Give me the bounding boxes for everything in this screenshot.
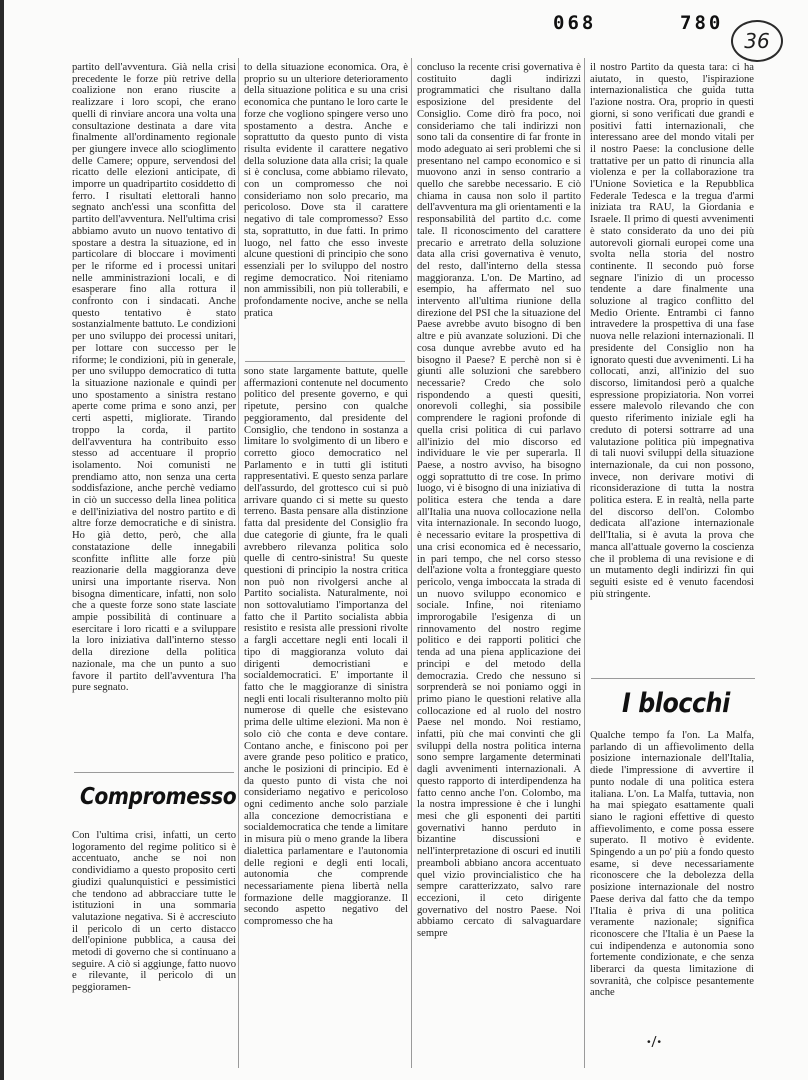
column-2-bottom [244,366,408,1066]
article-text: concluso la recente crisi governativa è costituito dagli indirizzi programmatici che risultano dalla esposizione del presidente del Consiglio. Come dirò fra poco, noi consideriamo che tali indirizzi non sono tali da consentire di far fronte in modo adeguato ai seri problemi che si presentano nel campo economico e si muovono anzi in senso contrario a quello che sarebbe necessario. E ciò chiama in causa non solo il partito dell'avventura ma gli orientamenti e la responsabilità del partito d.c. come tale. Il riconoscimento del carattere precario e arretrato della soluzione data alla crisi governativa è venuto, del resto, dall'interno della stessa maggioranza. L'on. De Martino, ad esempio, ha affermato nel suo intervento all'ultima riunione della direzione del PSI che la situazione del Paese avrebbe avuto bisogno di ben altre e più avanzate soluzioni. Di che cosa dunque avrebbe avuto ed ha bisogno il Paese? E perchè non si è giunti alle soluzioni che sarebbero necessarie? Credo che solo rispondendo a questi quesiti, onorevoli colleghi, sia possibile comprendere le ragioni profonde di quella crisi politica di cui parlavo all'inizio del mio discorso ed individuare le vie per superarla. Il Paese, a nostro avviso, ha bisogno oggi soprattutto di tre cose. In primo luogo, vi è bisogno di una iniziativa di politica estera che tenda a dare all'Italia una nuova collocazione nella vita internazionale. In secondo luogo, è necessario evitare la prospettiva di una crisi economica ed è necessario, in pari tempo, che nel corso stesso dell'azione volta a fronteggiare questo pericolo, venga imboccata la strada di un nuovo sviluppo economico e sociale. Infine, noi riteniamo improrogabile l'esigenza di un rinnovamento del nostro regime politico e dei rapporti politici che tenda ad una piena applicazione dei principi e del metodo della democrazia. Credo che nessuno si sorprenderà se noi poniamo oggi in primo piano le questioni relative alla collocazione ed al ruolo del nostro Paese nel mondo. Noi restiamo, infatti, più che mai convinti che gli sviluppi della nostra politica interna sono sempre largamente determinati dagli avvenimenti internazionali. A questo rapporto di interdipendenza ha fatto cenno anche l'on. Colombo, ma la nostra impressione è che i lunghi mesi che gli esponenti dei partiti governativi hanno perduto in bizantine discussioni e nell'interpretazione di oscuri ed inutili preamboli abbiano ancora accentuato quel vizio provincialistico che ha sempre caratterizzato, salvo rare eccezioni, il ceto dirigente governativo del nostro Paese. Noi abbiamo cercato di salvaguardare sempre [417,62,581,940]
column-2-top [244,62,408,354]
column-divider [584,58,585,1068]
column-3 [417,62,581,1066]
column-divider [238,58,239,1068]
article-text: sono state largamente battute, quelle affermazioni contenute nel documento politico del presente governo, e qui ripetute, persino con qualche peggioramento, dal presidente del Consiglio, che tendono in sostanza a limitare lo svolgimento di un libero e corretto gioco democratico nel Parlamento e in tutti gli istituti rappresentativi. E questo senza parlare dell'assurdo, del grottesco cui si può arrivare quando ci si mette su questo terreno. Basta pensare alla distinzione fatta dal presidente del Consiglio fra due categorie di giunte, fra le quali avrebbero rilevanza politica solo quelle di centro-sinistra! Su queste questioni di principio la nostra critica non può non rivolgersi anche al Partito socialista. Naturalmente, noi non sottovalutiamo l'importanza del fatto che il Partito socialista abbia resistito e resista alle pressioni rivolte a fargli accettare negli enti locali il tipo di maggioranza voluto dai dirigenti democristiani e socialdemocratici. E' importante il fatto che le maggioranze di sinistra negli enti locali risulteranno molto più numerose di quelle che esistevano prima delle ultime elezioni. Ma non è solo ciò che conta e deve contare. Contano anche, e finiscono poi per avere grande peso politico e pratico, anche le posizioni di principio. Ed è da questo punto di vista che noi consideriamo negativo e pericoloso ogni cedimento anche solo parziale alla concezione democristiana e socialdemocratica che tende a limitare in misura più o meno grande la libera dialettica parlamentare e l'autonomia delle regioni e degli enti locali, autonomia che comprende necessariamente piena libertà nella formazione delle maggioranze. Il secondo aspetto negativo del compromesso che ha [244,366,408,928]
archive-number-left: 068 [553,12,597,34]
handwritten-page-number: 36 [731,20,783,62]
section-divider [245,361,405,362]
continuation-mark: ·/· [646,1032,663,1051]
section-divider [591,678,755,679]
article-text: to della situazione economica. Ora, è proprio su un ulteriore deterioramento della situazione politica e su una crisi economica che puntano le loro carte le forze che vogliono spingere verso uno spostamento a destra. Anche e soprattutto da questo punto di vista risulta evidente il carattere negativo della soluzione data alla crisi; la quale si è conclusa, come abbiamo rilevato, con un compromesso che noi consideriamo non solo precario, ma pericoloso. Dove sta il carattere negativo di tale compromesso? Esso sta, soprattutto, in due fatti. In primo luogo, nel fatto che esso investe alcune questioni di principio che sono essenziali per lo sviluppo del nostro regime democratico. Noi riteniamo non ammissibili, non più tollerabili, e profondamente nocive, anche se nella pratica [244,62,408,319]
scan-edge [0,0,4,1080]
column-1-bottom [72,830,236,1066]
section-divider [74,772,234,773]
column-4-top [590,62,754,674]
article-text: partito dell'avventura. Già nella crisi precedente le forze più retrive della coalizione non erano riuscite a realizzare i loro scopi, che erano quelli di rinviare ancora una volta una consultazione destinata a dare vita finalmente all'ordinamento regionale per giungere invece allo scioglimento delle Camere; oppure, servendosi del ricatto delle elezioni anticipate, di imporre un quadripartito cosiddetto di ferro. I risultati elettorali hanno segnato anch'essi una sconfitta del partito dell'avventura. Nell'ultima crisi abbiamo avuto un nuovo tentativo di spostare a destra la situazione, ed in particolare di bloccare i movimenti per le riforme ed i processi unitari nelle amministrazioni locali, e di esasperare fino alla rottura il confronto con i sindacati. Anche questo tentativo è stato sostanzialmente battuto. Le condizioni per uno sviluppo dei processi unitari, per lottare con successo per le riforme; le condizioni, più in generale, per uno sviluppo democratico di tutta la situazione nazionale e quindi per uno spostamento a sinistra restano aperte come prima e sono anzi, per certi aspetti, migliorate. Tirando troppo la corda, il partito dell'avventura ha contribuito esso stesso ad accentuare il proprio isolamento. Noi comunisti ne prendiamo atto, non senza una certa soddisfazione, anche perchè vediamo in ciò un successo della linea politica e dell'iniziativa del nostro partito e di altre forze democratiche e di sinistra. Ho già detto, però, che alla constatazione delle innegabili sconfitte inflitte alle forze più reazionarie della maggioranza deve unirsi una importante riserva. Non bisogna dimenticare, infatti, non solo che a queste forze sono state lasciate ampie possibilità di continuare a esercitare i loro ricatti e a sviluppare la loro iniziativa dall'interno stesso della direzione della politica nazionale, ma che un punto a suo favore il partito dell'avventura l'ha pure segnato. [72,62,236,694]
archive-number-right: 780 [680,12,724,34]
column-1-top [72,62,236,767]
column-4-bottom [590,730,754,1026]
heading-compromesso: Compromesso [80,784,237,810]
article-text: il nostro Partito da questa tara: ci ha aiutato, in questo, l'ispirazione internazionalistica che guida tutta l'azione nostra. Ora, proprio in questi giorni, si sono verificati due grandi e positivi fatti internazionali, che interessano aree del mondo vitali per il nostro Paese: la conclusione delle trattative per un patto di rinuncia alla violenza e per la collaborazione tra l'Unione Sovietica e la Repubblica Federale Tedesca e la tregua d'armi iniziata tra RAU, la Giordania e Israele. Il primo di questi avvenimenti è stato considerato da uno dei più autorevoli giornali europei come una svolta nella storia del nostro continente. Il secondo può forse segnare l'inizio di un processo tendente a dare finalmente una soluzione al tragico conflitto del Medio Oriente. Entrambi ci fanno intravedere la prospettiva di una fase nuova nelle relazioni internazionali. Il presidente del Consiglio non ha ignorato questi due avvenimenti. Li ha collocati, anzi, all'inizio del suo discorso, limitandosi però a qualche espressione propiziatoria. Non vorrei essere malevolo rilevando che con questo riferimento iniziale egli ha creduto di potersi sottrarre ad una valutazione politica più impegnativa di tali nuovi sviluppi della situazione internazionale, da cui non possono, invece, non derivare motivi di riconsiderazione di tutta la nostra politica estera. E in realtà, nella parte del discorso dell'on. Colombo dedicata all'azione internazionale dell'Italia, si è avuta la prova che manca all'attuale governo la coscienza che il problema di una revisione e di un mutamento degli indirizzi fin qui seguiti esiste ed è venuto facendosi più stringente. [590,62,754,600]
article-text: Con l'ultima crisi, infatti, un certo logoramento del regime politico si è accentuato, anche se noi non condividiamo a questo proposito certi giudizi qualunquistici e pessimistici che tendono ad abbracciare tutte le istituzioni in una sommaria valutazione negativa. Si è accresciuto il pericolo di un certo distacco dell'opinione pubblica, a causa dei metodi di governo che si continuano a seguire. A ciò si aggiunge, fatto nuovo e rilevante, il pericolo di un peggioramen- [72,830,236,994]
heading-i-blocchi: I blocchi [622,688,730,719]
column-divider [411,58,412,1068]
article-text: Qualche tempo fa l'on. La Malfa, parlando di un affievolimento della posizione internazionale dell'Italia, diede l'impressione di avvertire il punto nodale di una politica estera italiana. L'on. La Malfa, tuttavia, non ha mai spiegato esattamente quali siano le ragioni effettive di questo affievolimento, e come possa essere superato. Il motivo è evidente. Spingendo a un po' più a fondo questo esame, si deve necessariamente riconoscere che la debolezza della posizione internazionale del nostro Paese deriva dal fatto che da tempo l'Italia è priva di una politica veramente nazionale; significa riconoscere che l'Italia è un Paese la cui indipendenza e autonomia sono fortemente condizionate, e che senza liberarci da questa limitazione di sovranità, che colpisce pesantemente anche [590,730,754,999]
